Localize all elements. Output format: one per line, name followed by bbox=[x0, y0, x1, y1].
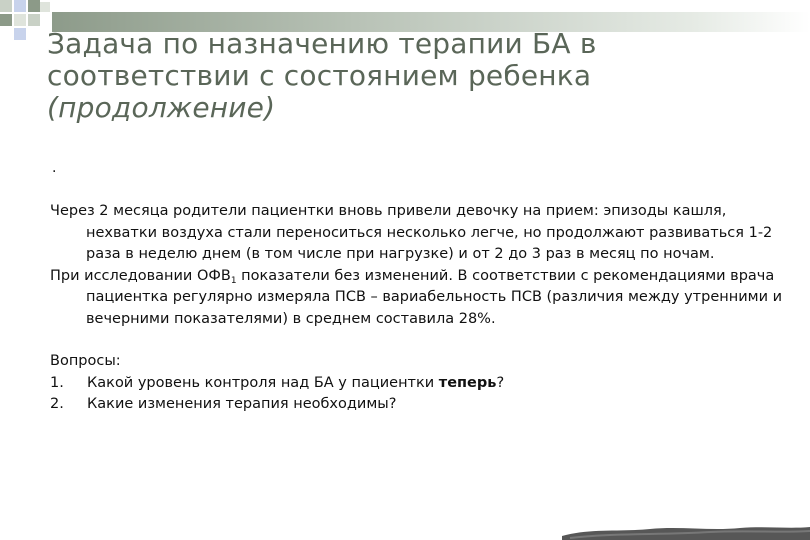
fev-subscript: 1 bbox=[230, 275, 237, 286]
title-line-3: (продолжение) bbox=[47, 91, 276, 124]
paragraph-measurement bbox=[50, 266, 800, 331]
question-number: 1. bbox=[50, 374, 64, 391]
deco-square-4 bbox=[0, 14, 12, 26]
paragraph-visit: Через 2 месяца родители пациентки вновь привели девочку на прием: эпизоды кашля, нехватки воздуха стали переноситься несколько легче, но продолжают развиваться 1-2 раза в неделю днем (в том числе при нагрузке) и от 2 до 3 раз в месяц по ночам. bbox=[50, 203, 773, 262]
deco-square-2 bbox=[14, 0, 26, 12]
spacer bbox=[50, 330, 800, 351]
question-number: 2. bbox=[50, 396, 64, 412]
title-line-2: соответствии с состоянием ребенка bbox=[47, 59, 592, 92]
brush-stroke-svg bbox=[560, 522, 810, 540]
question-text bbox=[87, 373, 504, 395]
measurement-text-post: показатели без изменений. В соответствии с рекомендациями врача пациентка регулярно измеряла ПСВ – вариабельность ПСВ (различия между утренними и вечерними показателями) в среднем составила 28%. bbox=[86, 267, 783, 327]
deco-square-1 bbox=[0, 0, 12, 12]
deco-square-6 bbox=[28, 14, 40, 26]
measurement-text-pre: При исследовании ОФВ bbox=[50, 267, 231, 284]
slide-body bbox=[50, 201, 800, 416]
questions-heading: Вопросы: bbox=[50, 353, 121, 369]
question-item bbox=[50, 394, 800, 416]
deco-square-7 bbox=[14, 28, 26, 40]
question-text-pre: Какой уровень контроля над БА у пациентки bbox=[87, 374, 439, 391]
deco-square-3 bbox=[28, 0, 40, 12]
slide-title bbox=[47, 28, 787, 124]
question-text: Какие изменения терапия необходимы? bbox=[87, 396, 397, 412]
title-line-1: Задача по назначению терапии БА в bbox=[47, 27, 597, 60]
question-text-bold: теперь bbox=[438, 374, 497, 391]
deco-square-8 bbox=[40, 2, 50, 12]
brush-stroke-decoration-icon bbox=[560, 522, 810, 540]
deco-square-5 bbox=[14, 14, 26, 26]
bullet-dot: . bbox=[52, 160, 57, 176]
question-text-post: ? bbox=[496, 374, 505, 391]
question-item bbox=[50, 373, 800, 395]
